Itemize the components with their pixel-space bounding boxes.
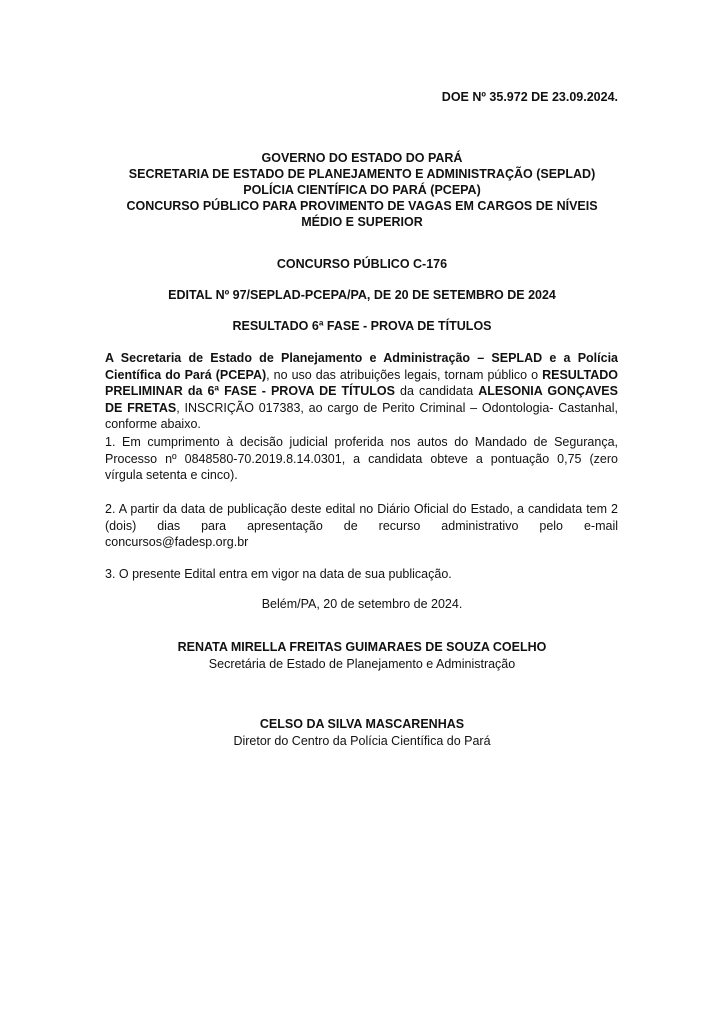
signatory-role: Secretária de Estado de Planejamento e Administração bbox=[208, 657, 516, 671]
intro-text-6: , INSCRIÇÃO 017383, ao cargo de Perito Criminal – Odontologia- Castanhal, conforme abaixo. bbox=[105, 400, 618, 431]
result-title: RESULTADO 6ª FASE - PROVA DE TÍTULOS bbox=[232, 319, 492, 333]
header-line: MÉDIO E SUPERIOR bbox=[301, 215, 423, 229]
item-1: 1. Em cumprimento à decisão judicial proferida nos autos do Mandado de Segurança, Processo nº 0848580-70.2019.8.14.0301, a candidata obteve a pontuação 0,75 (zero vírgula setenta e cinco). bbox=[105, 435, 618, 482]
signatory-name: CELSO DA SILVA MASCARENHAS bbox=[259, 717, 465, 731]
signature-block bbox=[100, 716, 624, 750]
signatory-role: Diretor do Centro da Polícia Científica do Pará bbox=[233, 734, 491, 748]
signatory-name: RENATA MIRELLA FREITAS GUIMARAES DE SOUZA COELHO bbox=[177, 640, 547, 654]
header-line: GOVERNO DO ESTADO DO PARÁ bbox=[261, 151, 463, 165]
item-3: 3. O presente Edital entra em vigor na data de sua publicação. bbox=[105, 567, 452, 581]
intro-text-2: , no uso das atribuições legais, tornam público o bbox=[266, 367, 543, 382]
document-header bbox=[100, 150, 624, 230]
intro-bold-3: RESULTADO PRELIMINAR da 6ª FASE - PROVA DE TÍTULOS bbox=[105, 367, 618, 398]
intro-text-4: da candidata bbox=[394, 384, 479, 398]
signature-block bbox=[100, 639, 624, 673]
header-line: SECRETARIA DE ESTADO DE PLANEJAMENTO E ADMINISTRAÇÃO (SEPLAD) bbox=[128, 167, 596, 181]
edital-title: EDITAL Nº 97/SEPLAD-PCEPA/PA, DE 20 DE SETEMBRO DE 2024 bbox=[168, 288, 556, 302]
intro-paragraph bbox=[105, 350, 618, 433]
contest-title: CONCURSO PÚBLICO C-176 bbox=[276, 257, 448, 271]
header-line: POLÍCIA CIENTÍFICA DO PARÁ (PCEPA) bbox=[243, 183, 481, 197]
doe-reference: DOE Nº 35.972 DE 23.09.2024. bbox=[441, 90, 618, 104]
intro-bold-1: A Secretaria de Estado de Planejamento e Administração – SEPLAD e a Polícia Científica do Pará (PCEPA) bbox=[105, 351, 618, 382]
place-date: Belém/PA, 20 de setembro de 2024. bbox=[261, 597, 463, 611]
item-2: 2. A partir da data de publicação deste edital no Diário Oficial do Estado, a candidata tem 2 (dois) dias para apresentação de recurso administrativo pelo e-mail concursos@fadesp.org.br bbox=[105, 502, 618, 549]
header-line: CONCURSO PÚBLICO PARA PROVIMENTO DE VAGAS EM CARGOS DE NÍVEIS bbox=[126, 199, 598, 213]
candidate-name: ALESONIA GONÇAVES DE FRETAS bbox=[105, 384, 618, 415]
